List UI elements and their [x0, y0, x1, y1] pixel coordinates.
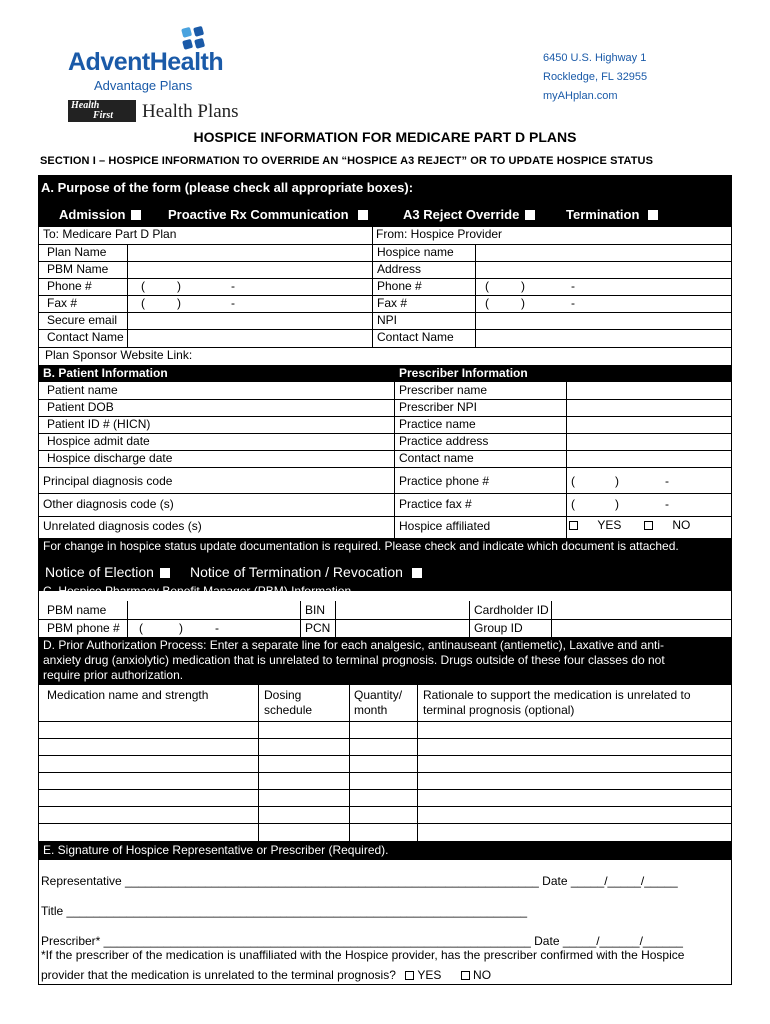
prescriber-heading: Prescriber Information	[399, 366, 528, 380]
notice-of-election-checkbox[interactable]	[160, 568, 170, 578]
affiliated-yes-option[interactable]: YES	[569, 517, 621, 534]
confirmed-no-checkbox[interactable]	[461, 971, 470, 980]
from-label: From: Hospice Provider	[376, 227, 503, 241]
section-c-heading: C. Hospice Pharmacy Benefit Manager (PBM) Information	[43, 584, 352, 598]
pbm-phone-label: PBM phone #	[47, 621, 120, 635]
notice-of-termination-checkbox[interactable]	[412, 568, 422, 578]
pbm-name-c-label: PBM name	[47, 603, 107, 617]
table-row[interactable]	[39, 755, 731, 756]
form-title: HOSPICE INFORMATION FOR MEDICARE PART D PLANS	[193, 129, 577, 145]
hospice-address-label: Address	[377, 262, 422, 276]
prescriber-signature-line[interactable]: Prescriber* ________________________________________________________________ Date _____/______/______	[41, 934, 683, 948]
table-row[interactable]	[39, 721, 731, 722]
practice-address-label: Practice address	[399, 434, 489, 448]
notice-of-termination-option[interactable]: Notice of Termination / Revocation	[190, 564, 422, 581]
to-label: To: Medicare Part D Plan	[43, 227, 177, 241]
hospice-phone-label: Phone #	[377, 279, 422, 293]
dosing-schedule-header: Dosing schedule	[264, 688, 313, 717]
a3-reject-option[interactable]: A3 Reject Override	[403, 206, 535, 223]
termination-checkbox[interactable]	[648, 210, 658, 220]
section-a-heading: A. Purpose of the form (please check all appropriate boxes):	[41, 180, 414, 195]
page-header	[0, 0, 770, 128]
table-row[interactable]	[39, 772, 731, 773]
hospice-discharge-date-label: Hospice discharge date	[47, 451, 173, 465]
principal-diagnosis-label: Principal diagnosis code	[43, 474, 173, 488]
proactive-rx-checkbox[interactable]	[358, 210, 368, 220]
bin-label: BIN	[305, 603, 326, 617]
hospice-form: A. Purpose of the form (please check all appropriate boxes): Admission Proactive Rx Communication A3 Reject Override Termination To: Medicare Part D Plan From: Hospice Provider Plan Name PBM Name Phone # Fax # Secure email Contact Name ( ) - ( ) - Hospice name Address Phone # Fax # NPI Contact Name ( ) - ( ) - Plan Sponsor Website Link: B. Patient Information Prescriber Information Patient name Patient DOB Patient ID # (HICN) Hospice admit date Hospice discharge date Principal diagnosis code Other diagnosis code (s) Unrelated diagnosis codes (s) Prescriber name Prescriber NPI Practice name Practice address Contact name Practice phone # Practice fax # Hospice affiliated ( ) - ( ) - YES NO For change in hospice status update documentation is required. Please check and indicate which document is attached. Notice of Election Notice of Termination / Revocation C. Hospice Pharmacy Benefit Manager (PBM) Information PBM name PBM phone # ( ) - BIN PCN Cardholder ID Group ID D. Prior Authorization Process: Enter a separate line for each analgesic, antinauseant (antiemetic), Laxative and anti- anxiety drug (anxiolytic) medication that is unrelated to terminal prognosis. Drugs outside of these four classes do not require prior authorization. Medication name and strength Dosing schedule Quantity/ month Rationale to support the medication is unrelated to terminal prognosis (optional) E. Signature of Hospice Representative or Prescriber (Required). Representative ______________________________________________________________ Date _____/_____/_____ Title _____________________________________________________________________ Prescriber* ________________________________________________________________ Date _____/______/______ *If the prescriber of the medication is unaffiliated with the Hospice provider, has the prescriber confirmed with the Hospice provider that the medication is unrelated to the terminal prognosis? YES NO	[38, 175, 732, 985]
affiliated-no-option[interactable]: NO	[644, 517, 690, 534]
patient-name-label: Patient name	[47, 383, 118, 397]
medication-name-header: Medication name and strength	[47, 688, 209, 702]
health-plans-text: Health Plans	[142, 101, 239, 122]
prescriber-name-label: Prescriber name	[399, 383, 488, 397]
hospice-affiliated-label: Hospice affiliated	[399, 519, 491, 533]
notice-of-election-option[interactable]: Notice of Election	[45, 564, 170, 581]
table-row[interactable]	[39, 738, 731, 739]
practice-phone-label: Practice phone #	[399, 474, 490, 488]
patient-id-label: Patient ID # (HICN)	[47, 417, 151, 431]
confirmed-yes-checkbox[interactable]	[405, 971, 414, 980]
hospice-name-label: Hospice name	[377, 245, 454, 259]
plan-phone-label: Phone #	[47, 279, 92, 293]
secure-email-label: Secure email	[47, 313, 118, 327]
unrelated-diagnosis-label: Unrelated diagnosis codes (s)	[43, 519, 202, 533]
termination-option[interactable]: Termination	[566, 206, 658, 223]
brand-name: AdventHealth	[68, 48, 224, 76]
a3-reject-checkbox[interactable]	[525, 210, 535, 220]
practice-fax-label: Practice fax #	[399, 497, 472, 511]
section-d-heading: D. Prior Authorization Process: Enter a separate line for each analgesic, antinauseant (antiemetic), Laxative and anti- anxiety drug (anxiolytic) medication that is unrelated to terminal prognosis. Drugs outside of these four classes do not require prior authorization.	[43, 638, 665, 682]
patient-dob-label: Patient DOB	[47, 400, 114, 414]
footnote-line1: *If the prescriber of the medication is unaffiliated with the Hospice provider, has the prescriber confirmed with the Hospice	[41, 948, 685, 962]
other-diagnosis-label: Other diagnosis code (s)	[43, 497, 174, 511]
section-e-heading: E. Signature of Hospice Representative or Prescriber (Required).	[43, 843, 389, 857]
hospice-contact-label: Contact Name	[377, 330, 454, 344]
section-i-heading: SECTION I – HOSPICE INFORMATION TO OVERRIDE AN “HOSPICE A3 REJECT” OR TO UPDATE HOSPICE STATUS	[40, 155, 654, 167]
footnote-line2: provider that the medication is unrelated to the terminal prognosis? YES NO	[41, 968, 492, 982]
proactive-rx-option[interactable]: Proactive Rx Communication	[168, 206, 368, 223]
prescriber-contact-label: Contact name	[399, 451, 474, 465]
address-block: 6450 U.S. Highway 1 Rockledge, FL 32955 myAHplan.com	[543, 52, 648, 102]
section-b-heading: B. Patient Information	[43, 366, 168, 380]
hospice-fax-label: Fax #	[377, 296, 408, 310]
hospice-npi-label: NPI	[377, 313, 398, 327]
plan-name-label: Plan Name	[47, 245, 107, 259]
pbm-name-label: PBM Name	[47, 262, 109, 276]
rationale-header: Rationale to support the medication is unrelated to terminal prognosis (optional)	[423, 688, 691, 717]
pcn-label: PCN	[305, 621, 331, 635]
plan-sponsor-website-label: Plan Sponsor Website Link:	[45, 348, 193, 362]
status-note: For change in hospice status update documentation is required. Please check and indicate which document is attached.	[43, 539, 679, 553]
affiliated-no-checkbox[interactable]	[644, 521, 653, 530]
hospice-admit-date-label: Hospice admit date	[47, 434, 150, 448]
group-id-label: Group ID	[474, 621, 523, 635]
practice-name-label: Practice name	[399, 417, 476, 431]
admission-option[interactable]: Admission	[59, 206, 141, 223]
cardholder-id-label: Cardholder ID	[474, 603, 549, 617]
table-row[interactable]	[39, 806, 731, 807]
title-line[interactable]: Title _____________________________________________________________________	[41, 904, 528, 918]
brand-subtitle: Advantage Plans	[94, 78, 193, 93]
confirmed-no-label: NO	[473, 968, 492, 982]
plan-fax-label: Fax #	[47, 296, 78, 310]
affiliated-yes-checkbox[interactable]	[569, 521, 578, 530]
confirmed-yes-label: YES	[417, 968, 442, 982]
table-row[interactable]	[39, 823, 731, 824]
quantity-month-header: Quantity/ month	[354, 688, 403, 717]
prescriber-npi-label: Prescriber NPI	[399, 400, 478, 414]
table-row[interactable]	[39, 789, 731, 790]
representative-signature-line[interactable]: Representative ______________________________________________________________ Date _____/_____/_____	[41, 874, 678, 888]
admission-checkbox[interactable]	[131, 210, 141, 220]
plan-contact-label: Contact Name	[47, 330, 124, 344]
health-first-logo: Health First	[68, 100, 136, 122]
